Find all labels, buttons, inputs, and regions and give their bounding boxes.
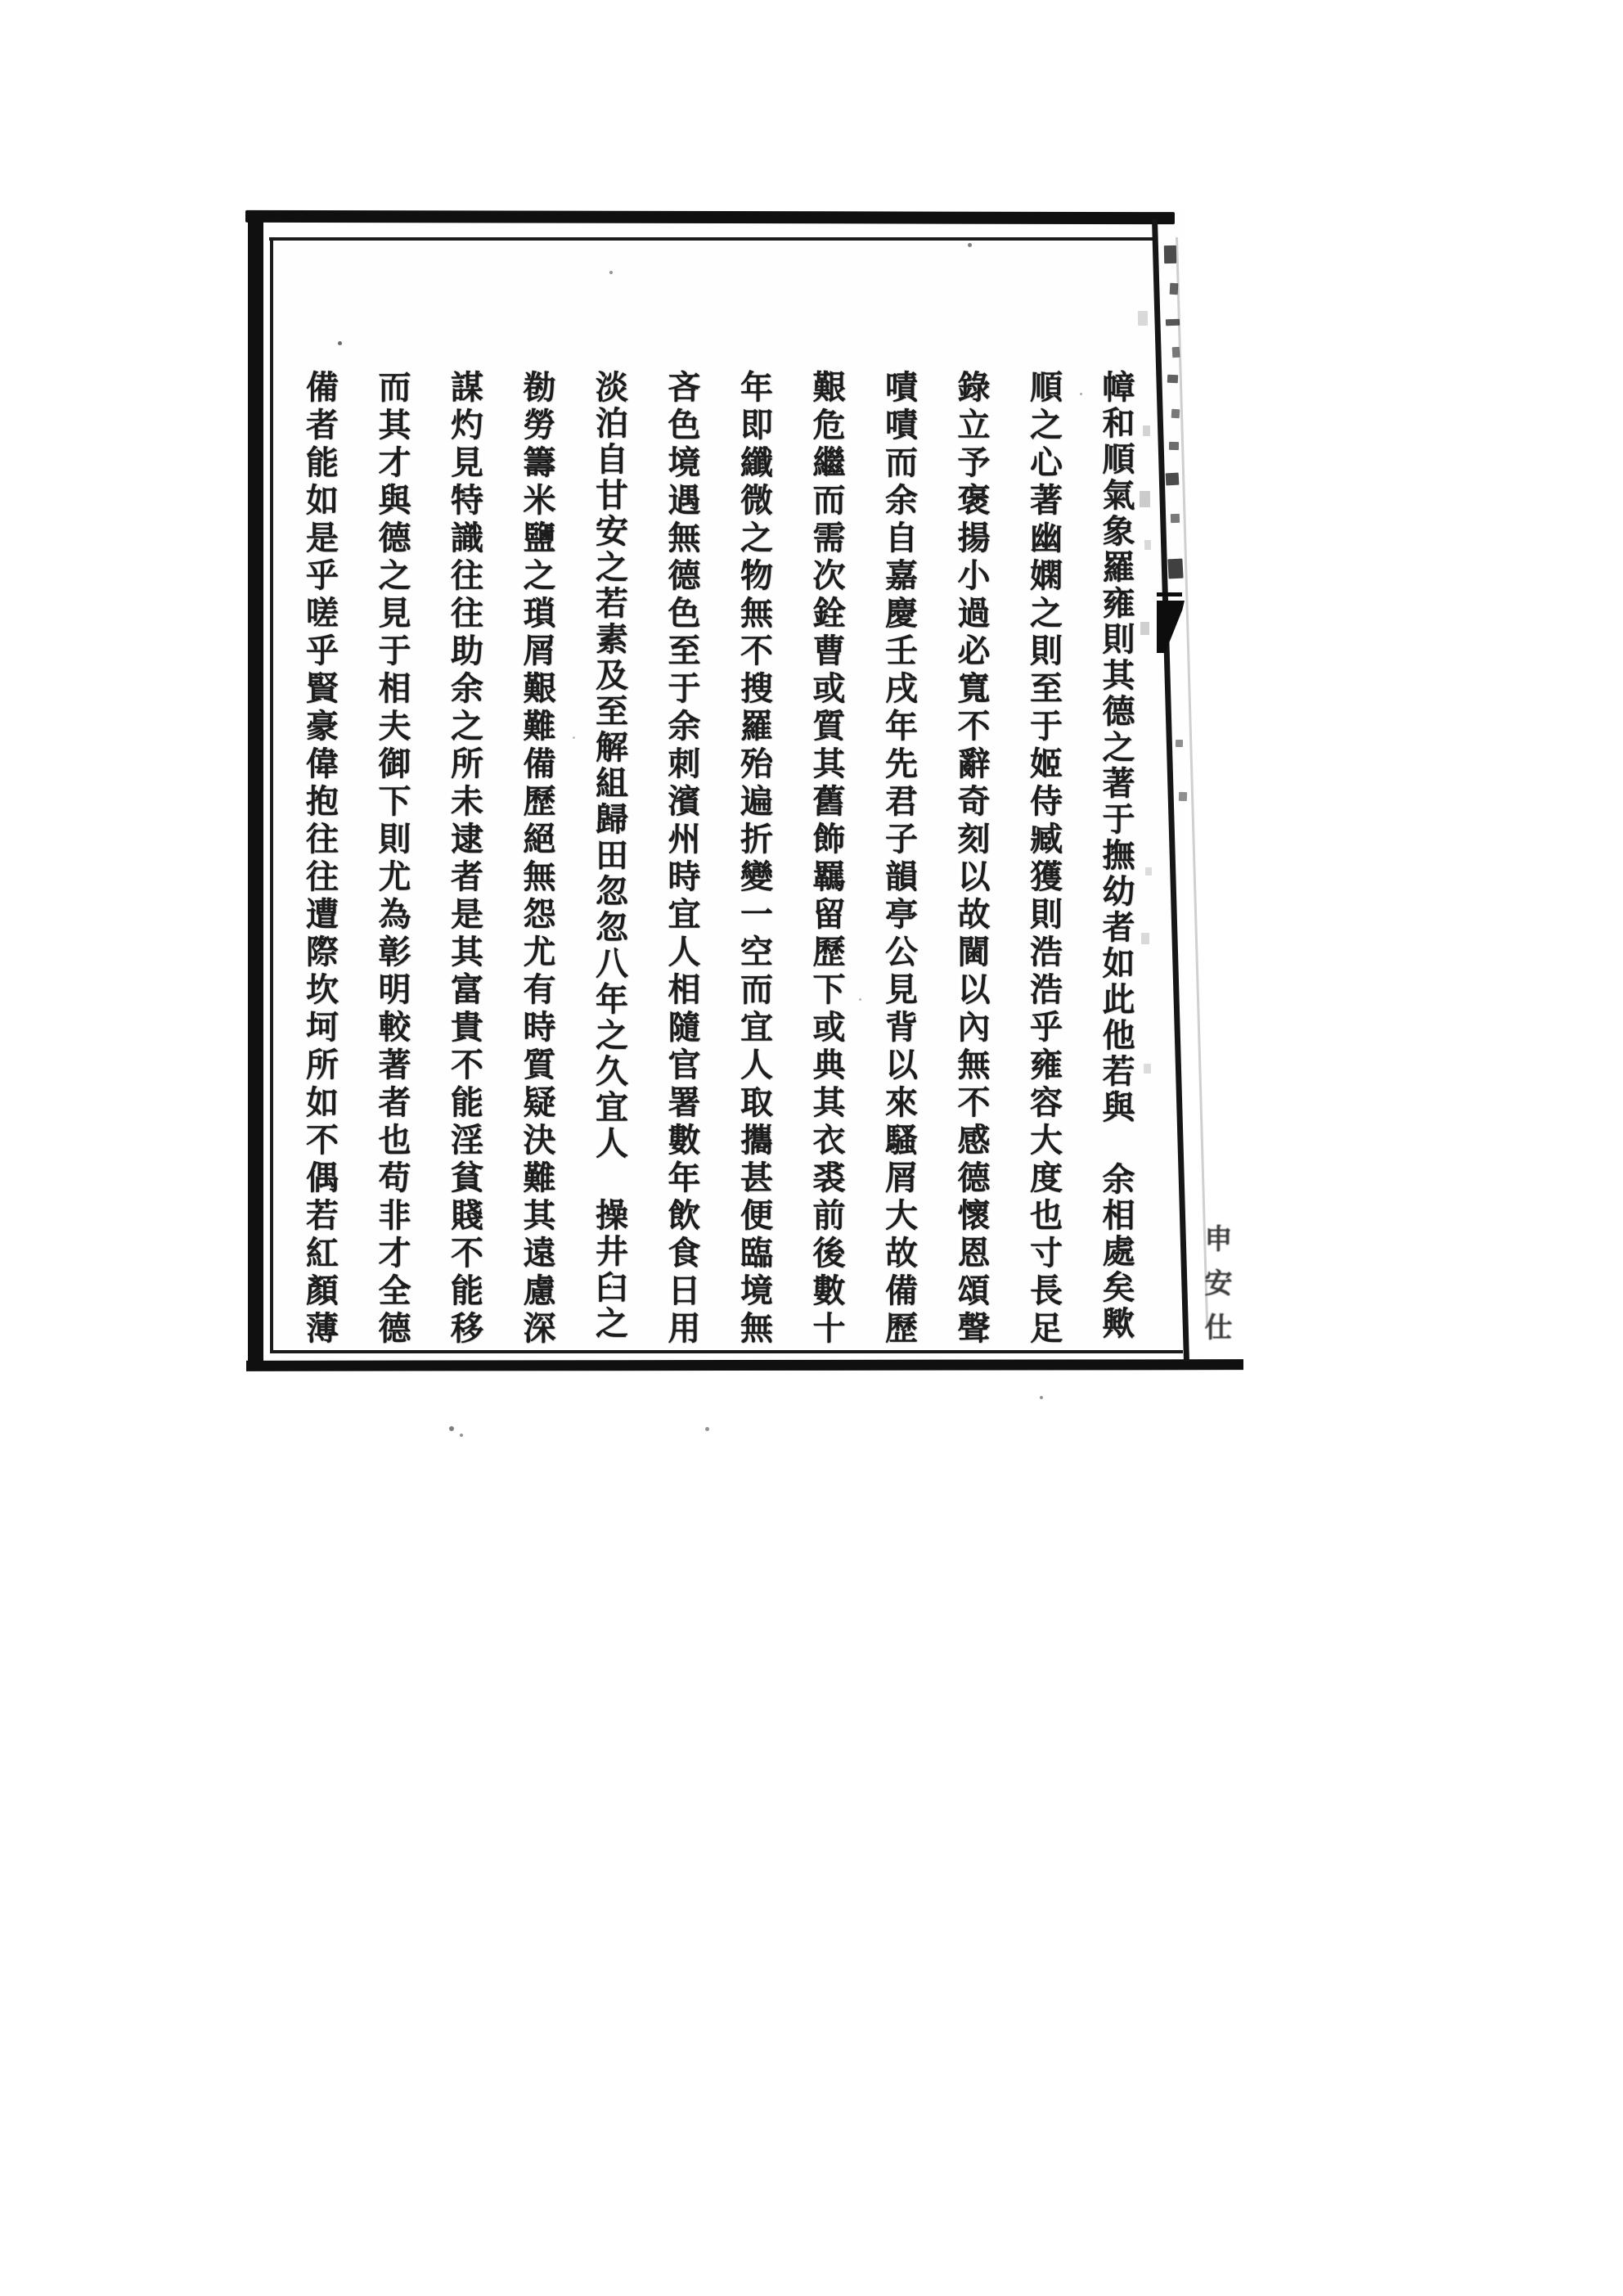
text-column-12: 備者能如是乎嗟乎賢豪偉抱往往遭際坎坷所如不偶若紅顏薄 (301, 370, 339, 1348)
text-column-7: 吝色境遇無德色至于余刺濱州時宜人相隨官署數年飲食日用 (663, 370, 700, 1348)
text-column-8: 淡泊自甘安之若素及至解組歸田忽忽八年之久宜人 操井臼之 (591, 370, 628, 1342)
fold-colophon-glyph: 安 (1200, 1268, 1230, 1296)
ink-fragment (1176, 740, 1183, 747)
page-frame-top-inner (269, 237, 1156, 241)
bleed-through-mark (1138, 311, 1148, 326)
ink-fragment (1179, 792, 1187, 801)
scan-speckle (311, 982, 314, 985)
fishtail-mark-bar (1157, 592, 1182, 597)
ink-fragment (1171, 514, 1180, 523)
scan-speckle (1080, 393, 1082, 395)
text-column-3: 錄立予褒揚小過必寬不辭奇刻以故閫以內無不感德懷恩頌聲 (953, 370, 990, 1348)
text-column-11: 而其才與德之見于相夫御下則尤為彰明較著者也苟非才全德 (374, 370, 411, 1348)
scan-speckle (573, 736, 575, 739)
text-column-1: 幛和順氣象羅雍則其德之著于撫幼者如此他若與 余相處矣歟 (1098, 370, 1135, 1342)
ink-fragment (1169, 442, 1179, 450)
page-frame-top-outer (245, 210, 1175, 224)
page-frame-left-inner (270, 237, 273, 1353)
fishtail-fold-mark (1157, 601, 1185, 653)
scan-speckle (1040, 1396, 1043, 1399)
scan-speckle (338, 341, 342, 345)
ink-fragment (1167, 559, 1183, 579)
ink-fragment (1172, 347, 1180, 358)
text-block (281, 370, 1152, 1376)
ink-fragment (1164, 245, 1176, 263)
text-column-2: 順之心著幽嫻之則至于姬侍臧獲則浩浩乎雍容大度也寸長足 (1025, 370, 1063, 1348)
text-column-6: 年即纖微之物無不搜羅殆遍折變一空而宜人取攜甚便臨境無 (735, 370, 773, 1348)
ink-fragment (1166, 473, 1180, 486)
scan-speckle (609, 271, 613, 274)
text-column-10: 謀灼見特識往往助余之所未逮者是其富貴不能淫貧賤不能移 (446, 370, 483, 1348)
bleed-through-mark (1145, 867, 1152, 876)
fold-colophon-glyph: 申 (1200, 1224, 1230, 1252)
bleed-through-mark (1144, 1064, 1151, 1074)
ink-fragment (1171, 409, 1180, 419)
text-column-9: 勌勞籌米鹽之瑣屑艱難備歷絕無怨尤有時質疑決難其遠慮深 (519, 370, 555, 1348)
scan-speckle (968, 243, 972, 247)
scan-speckle (460, 1434, 463, 1437)
ink-fragment (1167, 375, 1179, 384)
bleed-through-mark (1140, 491, 1150, 507)
scan-speckle (449, 1426, 454, 1431)
scan-speckle (757, 461, 759, 463)
bleed-through-mark (1140, 622, 1149, 635)
fold-colophon-glyph: 仕 (1200, 1312, 1230, 1340)
bleed-through-mark (1141, 933, 1149, 944)
ink-fragment (1170, 283, 1179, 295)
scan-speckle (859, 998, 861, 1001)
ink-fragment (1166, 319, 1180, 326)
text-column-4: 嘖嘖而余自嘉慶壬戌年先君子韻亭公見背以來騷屑大故備歷 (880, 370, 918, 1348)
page-frame-left-outer (248, 211, 263, 1371)
text-column-5: 艱危繼而需次銓曹或質其舊飾羈留歷下或典其衣裘前後數十 (808, 370, 845, 1348)
bleed-through-mark (1143, 425, 1150, 436)
scan-speckle (705, 1427, 709, 1431)
bleed-through-mark (1144, 540, 1151, 550)
book-page-scan (248, 209, 1230, 1372)
page-frame-right-foldline (1152, 219, 1189, 1362)
